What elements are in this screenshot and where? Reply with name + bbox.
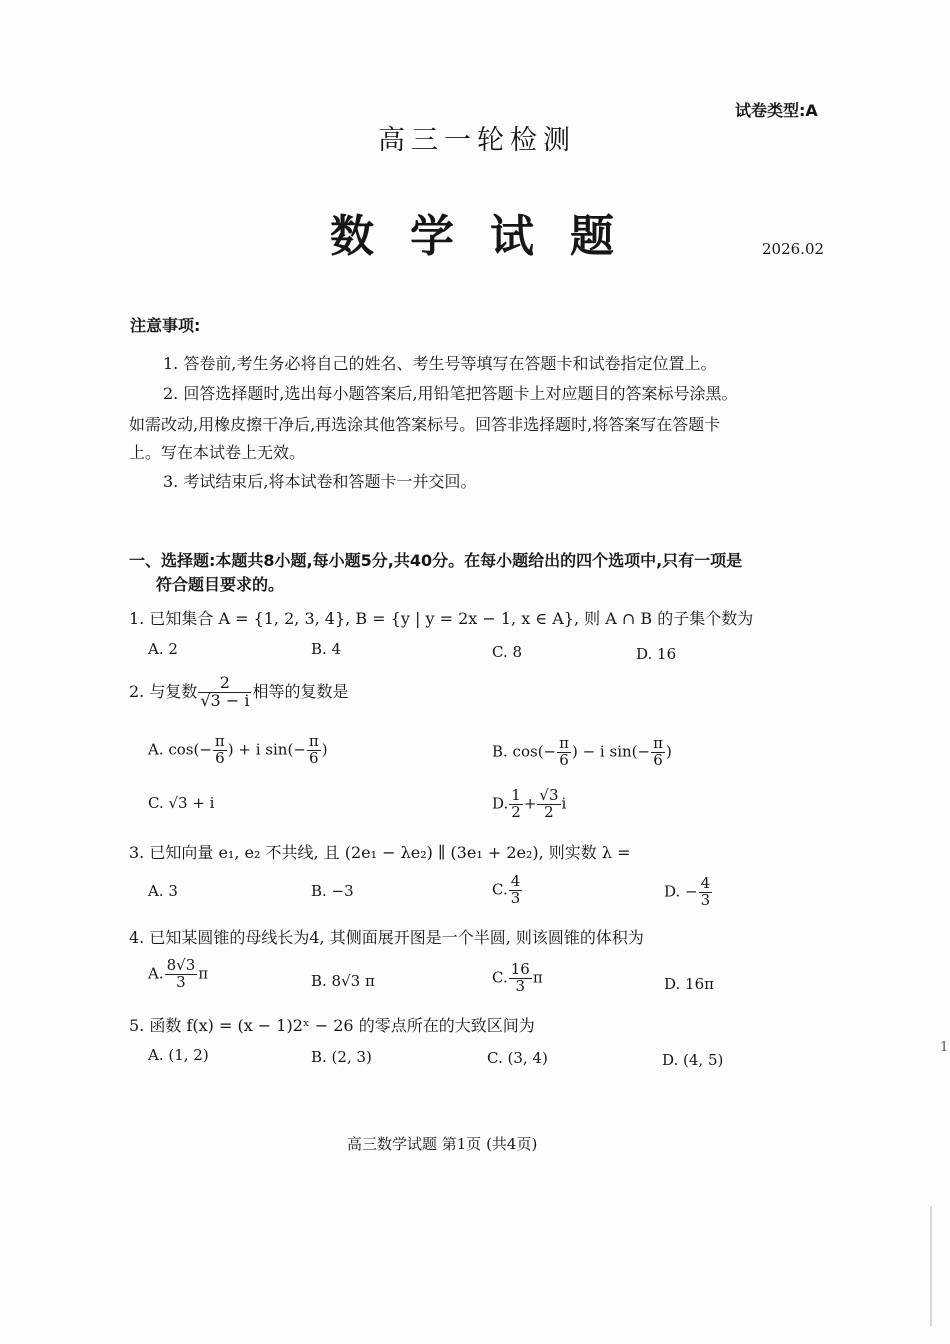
pi-symbol: π (532, 968, 543, 987)
subject-title: 数学试题 (330, 211, 650, 262)
fraction-numerator: √3 (539, 786, 559, 804)
sixteen-thirds-fraction (509, 962, 532, 995)
pi-over-six-fraction (213, 734, 227, 767)
fraction-denominator: 6 (309, 748, 319, 767)
four-thirds-fraction (699, 876, 713, 909)
question-5-option-c: C. (3, 4) (487, 1049, 548, 1067)
fraction-numerator: 4 (700, 874, 711, 892)
notice-item-2-line-3: 上。写在本试卷上无效。 (129, 443, 306, 462)
question-1-stem: 1. 已知集合 A = {1, 2, 3, 4}, B = {y | y = 2x − 1, x ∈ A}, 则 A ∩ B 的子集个数为 (129, 609, 754, 628)
pi-symbol: π (198, 964, 209, 983)
fraction-numerator: 1 (511, 786, 521, 804)
fraction-numerator: π (653, 734, 663, 752)
question-3-stem: 3. 已知向量 e₁, e₂ 不共线, 且 (2e₁ − λe₂) ∥ (3e₁ + 2e₂), 则实数 λ = (129, 843, 631, 862)
option-a-label: A. (148, 964, 164, 983)
one-half-fraction (509, 788, 523, 821)
question-3-option-b: B. −3 (311, 882, 354, 900)
fraction-denominator: 3 (510, 888, 521, 907)
fraction-denominator: 3 (515, 976, 526, 995)
option-a-text-2: ) + i sin(− (227, 740, 306, 759)
notice-heading: 注意事项: (130, 316, 201, 335)
edge-page-mark: 1 (940, 1040, 949, 1055)
question-5-option-d: D. (4, 5) (662, 1051, 724, 1069)
root-three-over-two-fraction (537, 788, 560, 821)
question-2-stem-suffix: 相等的复数是 (252, 681, 349, 701)
option-b-text-2: ) − i sin(− (571, 742, 651, 761)
four-thirds-fraction (509, 874, 523, 907)
option-b-text-3: ) (665, 742, 672, 761)
fraction-numerator: 16 (510, 960, 530, 978)
option-d-label: D. − (664, 882, 698, 901)
eight-root-three-over-three-fraction (165, 958, 198, 991)
question-5-option-a: A. (1, 2) (148, 1046, 209, 1064)
question-4-option-b: B. 8√3 π (311, 972, 375, 990)
pi-over-six-fraction (307, 734, 321, 767)
plus-sign: + (523, 794, 537, 813)
exam-date: 2026.02 (762, 240, 825, 258)
pi-over-six-fraction (651, 736, 665, 769)
option-c-label: C. (492, 880, 508, 899)
option-a-text-3: ) (321, 740, 328, 759)
exam-type-label: 试卷类型:A (735, 101, 818, 120)
page-footer: 高三数学试题 第1页 (共4页) (347, 1135, 538, 1153)
notice-item-3: 3. 考试结束后,将本试卷和答题卡一并交回。 (163, 472, 477, 491)
question-2-stem (129, 675, 348, 710)
section-heading-line-1: 一、选择题:本题共8小题,每小题5分,共40分。在每小题给出的四个选项中,只有一项是 (129, 551, 743, 570)
question-2-option-d (492, 788, 566, 821)
exam-series-title: 高三一轮检测 (378, 125, 576, 156)
fraction-denominator: 3 (700, 890, 711, 909)
fraction-denominator: 6 (559, 750, 569, 769)
fraction-numerator: π (559, 734, 569, 752)
scan-edge-line (930, 1206, 932, 1326)
imaginary-unit: i (561, 794, 567, 813)
question-4-option-a (148, 958, 208, 991)
question-2-stem-prefix: 2. 与复数 (129, 681, 198, 701)
question-2-option-b (492, 736, 672, 769)
notice-item-2-line-2: 如需改动,用橡皮擦干净后,再选涂其他答案标号。回答非选择题时,将答案写在答题卡 (129, 415, 721, 434)
fraction-denominator: √3 − i (200, 690, 250, 710)
option-d-label: D. (492, 794, 509, 813)
question-3-option-c (492, 874, 523, 907)
option-a-text-1: A. cos(− (148, 740, 212, 759)
question-1-option-c: C. 8 (492, 643, 523, 661)
fraction-denominator: 6 (215, 748, 225, 767)
pi-over-six-fraction (557, 736, 571, 769)
fraction-numerator: 4 (510, 872, 521, 890)
fraction-denominator: 6 (653, 750, 663, 769)
question-1-option-b: B. 4 (311, 640, 342, 658)
fraction-denominator: 2 (511, 802, 521, 821)
question-4-stem: 4. 已知某圆锥的母线长为4, 其侧面展开图是一个半圆, 则该圆锥的体积为 (129, 928, 644, 947)
fraction-denominator: 2 (544, 802, 554, 821)
question-3-option-d (664, 876, 713, 909)
question-1-option-d: D. 16 (636, 645, 677, 663)
question-5-stem: 5. 函数 f(x) = (x − 1)2ˣ − 26 的零点所在的大致区间为 (129, 1016, 535, 1035)
question-5-option-b: B. (2, 3) (311, 1048, 372, 1066)
notice-item-1: 1. 答卷前,考生务必将自己的姓名、考生号等填写在答题卡和试卷指定位置上。 (163, 354, 717, 373)
fraction-numerator: 2 (198, 675, 251, 693)
option-c-label: C. (492, 968, 508, 987)
fraction-denominator: 3 (176, 972, 186, 991)
notice-item-2-line-1: 2. 回答选择题时,选出每小题答案后,用铅笔把答题卡上对应题目的答案标号涂黑。 (163, 384, 738, 403)
question-2-option-c: C. √3 + i (148, 794, 215, 812)
question-2-option-a (148, 734, 328, 767)
question-4-option-d: D. 16π (664, 975, 714, 993)
question-4-option-c (492, 962, 543, 995)
section-heading-line-2: 符合题目要求的。 (156, 575, 285, 594)
question-1-option-a: A. 2 (148, 640, 178, 658)
fraction-numerator: 8√3 (166, 956, 196, 974)
fraction-numerator: π (308, 732, 319, 750)
question-2-fraction (198, 675, 251, 710)
question-3-option-a: A. 3 (148, 882, 178, 900)
fraction-numerator: π (214, 732, 225, 750)
option-b-text-1: B. cos(− (492, 742, 557, 761)
